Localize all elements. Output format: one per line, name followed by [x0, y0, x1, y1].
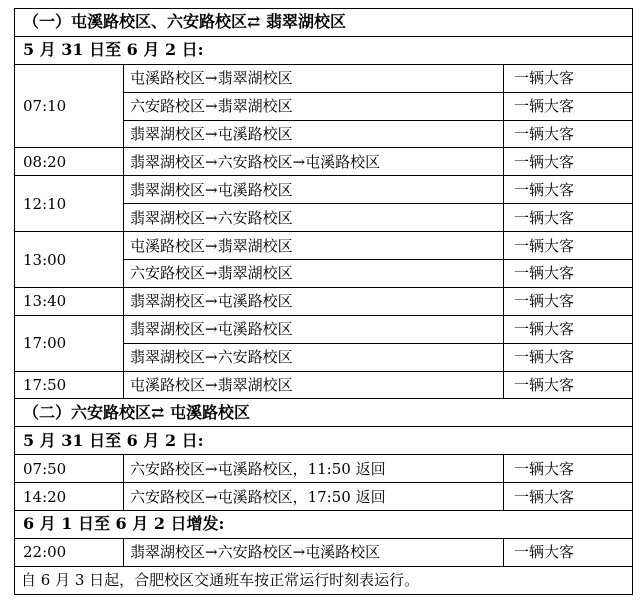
route: 翡翠湖校区→六安路校区→屯溪路校区: [124, 148, 504, 176]
vehicle: 一辆大客: [504, 343, 633, 371]
schedule-row: [15, 64, 633, 92]
schedule-document: [14, 8, 632, 595]
schedule-body: [15, 9, 633, 595]
footer-note: 自 6 月 3 日起，合肥校区交通班车按正常运行时刻表运行。: [15, 566, 633, 594]
section-title-row: [15, 9, 633, 37]
route: 屯溪路校区→翡翠湖校区: [124, 371, 504, 399]
period-heading-row: [15, 427, 633, 455]
route: 翡翠湖校区→屯溪路校区: [124, 315, 504, 343]
vehicle: 一辆大客: [504, 92, 633, 120]
departure-time: 14:20: [15, 483, 124, 511]
route: 六安路校区→翡翠湖校区: [124, 92, 504, 120]
vehicle: 一辆大客: [504, 64, 633, 92]
route: 屯溪路校区→翡翠湖校区: [124, 64, 504, 92]
route: 翡翠湖校区→六安路校区: [124, 204, 504, 232]
vehicle: 一辆大客: [504, 176, 633, 204]
route: 六安路校区→屯溪路校区，17:50 返回: [124, 483, 504, 511]
schedule-row: [15, 538, 633, 566]
vehicle: 一辆大客: [504, 538, 633, 566]
schedule-row: [15, 371, 633, 399]
vehicle: 一辆大客: [504, 287, 633, 315]
schedule-row: [15, 148, 633, 176]
vehicle: 一辆大客: [504, 232, 633, 260]
vehicle: 一辆大客: [504, 371, 633, 399]
schedule-row: [15, 287, 633, 315]
vehicle: 一辆大客: [504, 260, 633, 288]
route: 六安路校区→屯溪路校区，11:50 返回: [124, 455, 504, 483]
vehicle: 一辆大客: [504, 204, 633, 232]
section-title-row: [15, 399, 633, 427]
vehicle: 一辆大客: [504, 148, 633, 176]
route: 翡翠湖校区→屯溪路校区: [124, 287, 504, 315]
departure-time: 17:50: [15, 371, 124, 399]
route: 六安路校区→翡翠湖校区: [124, 260, 504, 288]
departure-time: 07:50: [15, 455, 124, 483]
route: 屯溪路校区→翡翠湖校区: [124, 232, 504, 260]
schedule-row: [15, 232, 633, 260]
route: 翡翠湖校区→六安路校区: [124, 343, 504, 371]
departure-time: 08:20: [15, 148, 124, 176]
extra-period-heading: 6 月 1 日至 6 月 2 日增发:: [15, 511, 633, 539]
section-title: （一）屯溪路校区、六安路校区⇄ 翡翠湖校区: [15, 9, 633, 37]
departure-time: 22:00: [15, 538, 124, 566]
route: 翡翠湖校区→六安路校区→屯溪路校区: [124, 538, 504, 566]
route: 翡翠湖校区→屯溪路校区: [124, 120, 504, 148]
schedule-row: [15, 176, 633, 204]
departure-time: 12:10: [15, 176, 124, 232]
departure-time: 13:00: [15, 232, 124, 288]
footer-note-row: [15, 566, 633, 594]
shuttle-bus-schedule-table: [14, 8, 633, 595]
departure-time: 07:10: [15, 64, 124, 148]
schedule-row: [15, 483, 633, 511]
extra-period-heading-row: [15, 511, 633, 539]
section-title: （二）六安路校区⇄ 屯溪路校区: [15, 399, 633, 427]
vehicle: 一辆大客: [504, 483, 633, 511]
vehicle: 一辆大客: [504, 120, 633, 148]
period-heading: 5 月 31 日至 6 月 2 日:: [15, 427, 633, 455]
schedule-row: [15, 455, 633, 483]
vehicle: 一辆大客: [504, 315, 633, 343]
route: 翡翠湖校区→屯溪路校区: [124, 176, 504, 204]
departure-time: 17:00: [15, 315, 124, 371]
schedule-row: [15, 315, 633, 343]
period-heading: 5 月 31 日至 6 月 2 日:: [15, 36, 633, 64]
period-heading-row: [15, 36, 633, 64]
vehicle: 一辆大客: [504, 455, 633, 483]
departure-time: 13:40: [15, 287, 124, 315]
